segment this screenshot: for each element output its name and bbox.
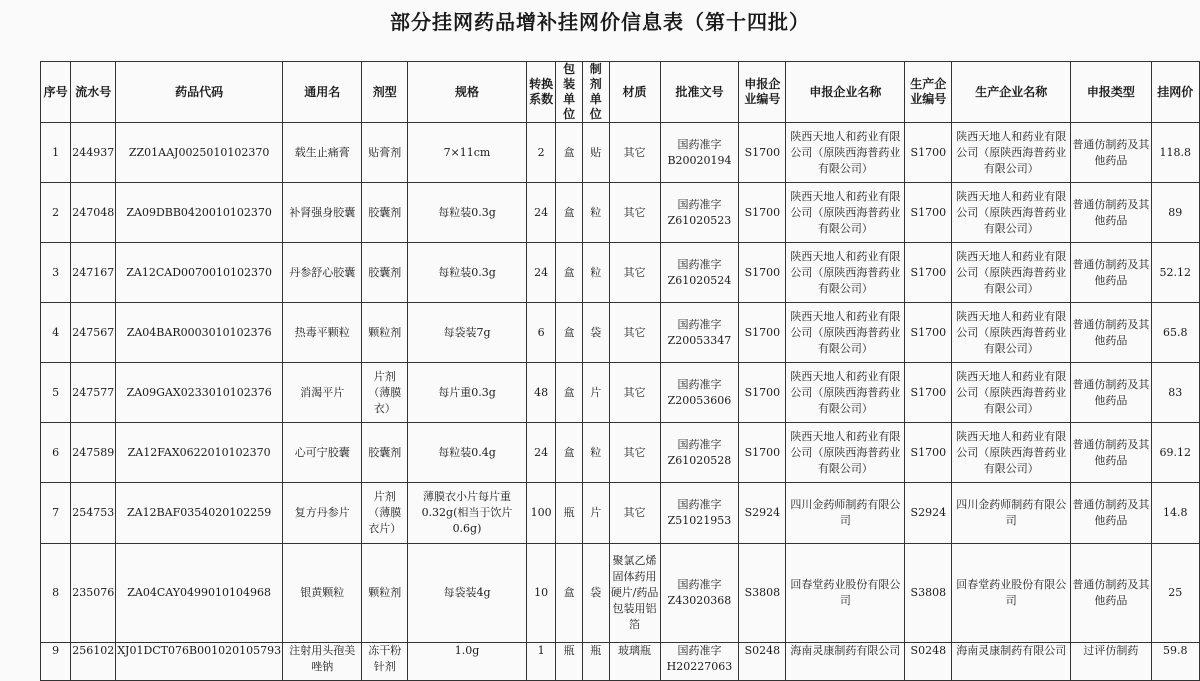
table-row bbox=[41, 303, 1200, 363]
drug-code: ZA04CAY0499010104968 bbox=[116, 544, 283, 643]
preparation-unit: 袋 bbox=[582, 544, 609, 643]
applicant-code: S2924 bbox=[739, 483, 786, 544]
listed-price: 118.8 bbox=[1151, 123, 1199, 183]
application-type: 普通仿制药及其他药品 bbox=[1071, 303, 1151, 363]
column-header: 包装单位 bbox=[556, 62, 583, 123]
material: 玻璃瓶 bbox=[609, 643, 660, 681]
approval-number: 国药准字H20227063 bbox=[660, 643, 739, 681]
specification: 每粒装0.3g bbox=[408, 243, 527, 303]
specification: 每粒装0.4g bbox=[408, 423, 527, 483]
generic-name: 复方丹参片 bbox=[283, 483, 362, 544]
approval-number: 国药准字Z20053347 bbox=[660, 303, 739, 363]
serial-number: 254753 bbox=[71, 483, 116, 544]
approval-number: 国药准字Z61020524 bbox=[660, 243, 739, 303]
table-row bbox=[41, 483, 1200, 544]
specification: 薄膜衣小片每片重0.32g(相当于饮片0.6g) bbox=[408, 483, 527, 544]
approval-number: 国药准字Z20053606 bbox=[660, 363, 739, 423]
package-unit: 盒 bbox=[556, 363, 583, 423]
column-header: 通用名 bbox=[283, 62, 362, 123]
application-type: 普通仿制药及其他药品 bbox=[1071, 183, 1151, 243]
applicant-code: S1700 bbox=[739, 423, 786, 483]
drug-code: ZA12BAF0354020102259 bbox=[116, 483, 283, 544]
generic-name: 热毒平颗粒 bbox=[283, 303, 362, 363]
approval-number: 国药准字B20020194 bbox=[660, 123, 739, 183]
column-header: 生产企业编号 bbox=[905, 62, 952, 123]
package-unit: 盒 bbox=[556, 423, 583, 483]
conversion-factor: 100 bbox=[526, 483, 555, 544]
application-type: 普通仿制药及其他药品 bbox=[1071, 544, 1151, 643]
specification: 每袋装4g bbox=[408, 544, 527, 643]
preparation-unit: 袋 bbox=[582, 303, 609, 363]
package-unit: 盒 bbox=[556, 243, 583, 303]
serial-number: 247167 bbox=[71, 243, 116, 303]
row-number: 7 bbox=[41, 483, 71, 544]
manufacturer-code: S1700 bbox=[905, 303, 952, 363]
manufacturer-code: S1700 bbox=[905, 183, 952, 243]
table-row bbox=[41, 243, 1200, 303]
drug-code: XJ01DCT076B001020105793 bbox=[116, 643, 283, 681]
conversion-factor: 10 bbox=[526, 544, 555, 643]
manufacturer-name: 海南灵康制药有限公司 bbox=[952, 643, 1071, 681]
specification: 7×11cm bbox=[408, 123, 527, 183]
material: 其它 bbox=[609, 423, 660, 483]
package-unit: 盒 bbox=[556, 544, 583, 643]
dosage-form: 片剂（薄膜衣片） bbox=[362, 483, 408, 544]
applicant-name: 陕西天地人和药业有限公司（原陕西海普药业有限公司） bbox=[786, 363, 905, 423]
column-header: 序号 bbox=[41, 62, 71, 123]
conversion-factor: 48 bbox=[526, 363, 555, 423]
page-title: 部分挂网药品增补挂网价信息表（第十四批） bbox=[390, 10, 810, 34]
conversion-factor: 24 bbox=[526, 183, 555, 243]
column-header: 剂型 bbox=[362, 62, 408, 123]
dosage-form: 贴膏剂 bbox=[362, 123, 408, 183]
generic-name: 载生止痛膏 bbox=[283, 123, 362, 183]
table-row bbox=[41, 363, 1200, 423]
manufacturer-code: S3808 bbox=[905, 544, 952, 643]
row-number: 6 bbox=[41, 423, 71, 483]
dosage-form: 胶囊剂 bbox=[362, 243, 408, 303]
preparation-unit: 贴 bbox=[582, 123, 609, 183]
manufacturer-code: S1700 bbox=[905, 423, 952, 483]
specification: 1.0g bbox=[408, 643, 527, 681]
application-type: 普通仿制药及其他药品 bbox=[1071, 123, 1151, 183]
row-number: 2 bbox=[41, 183, 71, 243]
applicant-name: 陕西天地人和药业有限公司（原陕西海普药业有限公司） bbox=[786, 303, 905, 363]
dosage-form: 胶囊剂 bbox=[362, 423, 408, 483]
application-type: 普通仿制药及其他药品 bbox=[1071, 483, 1151, 544]
specification: 每片重0.3g bbox=[408, 363, 527, 423]
column-header: 转换系数 bbox=[526, 62, 555, 123]
listed-price: 89 bbox=[1151, 183, 1199, 243]
listed-price: 25 bbox=[1151, 544, 1199, 643]
preparation-unit: 片 bbox=[582, 363, 609, 423]
column-header: 生产企业名称 bbox=[952, 62, 1071, 123]
conversion-factor: 1 bbox=[526, 643, 555, 681]
serial-number: 247577 bbox=[71, 363, 116, 423]
applicant-name: 回春堂药业股份有限公司 bbox=[786, 544, 905, 643]
column-header: 流水号 bbox=[71, 62, 116, 123]
generic-name: 丹参舒心胶囊 bbox=[283, 243, 362, 303]
preparation-unit: 粒 bbox=[582, 243, 609, 303]
preparation-unit: 片 bbox=[582, 483, 609, 544]
row-number: 8 bbox=[41, 544, 71, 643]
conversion-factor: 2 bbox=[526, 123, 555, 183]
row-number: 9 bbox=[41, 643, 71, 681]
serial-number: 247589 bbox=[71, 423, 116, 483]
manufacturer-name: 陕西天地人和药业有限公司（原陕西海普药业有限公司） bbox=[952, 363, 1071, 423]
material: 其它 bbox=[609, 483, 660, 544]
listed-price: 65.8 bbox=[1151, 303, 1199, 363]
preparation-unit: 粒 bbox=[582, 183, 609, 243]
table-row bbox=[41, 643, 1200, 681]
application-type: 普通仿制药及其他药品 bbox=[1071, 363, 1151, 423]
material: 聚氯乙烯固体药用硬片/药品包装用铝箔 bbox=[609, 544, 660, 643]
listed-price: 52.12 bbox=[1151, 243, 1199, 303]
listed-price: 59.8 bbox=[1151, 643, 1199, 681]
approval-number: 国药准字Z43020368 bbox=[660, 544, 739, 643]
row-number: 1 bbox=[41, 123, 71, 183]
table-row bbox=[41, 423, 1200, 483]
dosage-form: 冻干粉针剂 bbox=[362, 643, 408, 681]
drug-code: ZA04BAR0003010102376 bbox=[116, 303, 283, 363]
generic-name: 注射用头孢美唑钠 bbox=[283, 643, 362, 681]
generic-name: 心可宁胶囊 bbox=[283, 423, 362, 483]
serial-number: 244937 bbox=[71, 123, 116, 183]
dosage-form: 颗粒剂 bbox=[362, 544, 408, 643]
dosage-form: 胶囊剂 bbox=[362, 183, 408, 243]
serial-number: 235076 bbox=[71, 544, 116, 643]
column-header: 制剂单位 bbox=[582, 62, 609, 123]
package-unit: 盒 bbox=[556, 183, 583, 243]
manufacturer-name: 四川金药师制药有限公司 bbox=[952, 483, 1071, 544]
applicant-code: S1700 bbox=[739, 363, 786, 423]
generic-name: 补肾强身胶囊 bbox=[283, 183, 362, 243]
applicant-code: S1700 bbox=[739, 243, 786, 303]
approval-number: 国药准字Z61020523 bbox=[660, 183, 739, 243]
manufacturer-code: S0248 bbox=[905, 643, 952, 681]
drug-code: ZA09DBB0420010102370 bbox=[116, 183, 283, 243]
column-header: 申报企业名称 bbox=[786, 62, 905, 123]
manufacturer-name: 陕西天地人和药业有限公司（原陕西海普药业有限公司） bbox=[952, 243, 1071, 303]
manufacturer-name: 陕西天地人和药业有限公司（原陕西海普药业有限公司） bbox=[952, 423, 1071, 483]
applicant-name: 陕西天地人和药业有限公司（原陕西海普药业有限公司） bbox=[786, 243, 905, 303]
row-number: 3 bbox=[41, 243, 71, 303]
applicant-name: 陕西天地人和药业有限公司（原陕西海普药业有限公司） bbox=[786, 183, 905, 243]
drug-code: ZZ01AAJ0025010102370 bbox=[116, 123, 283, 183]
package-unit: 盒 bbox=[556, 303, 583, 363]
listed-price: 14.8 bbox=[1151, 483, 1199, 544]
dosage-form: 片剂（薄膜衣） bbox=[362, 363, 408, 423]
application-type: 普通仿制药及其他药品 bbox=[1071, 423, 1151, 483]
serial-number: 256102 bbox=[71, 643, 116, 681]
applicant-name: 四川金药师制药有限公司 bbox=[786, 483, 905, 544]
manufacturer-code: S2924 bbox=[905, 483, 952, 544]
package-unit: 盒 bbox=[556, 123, 583, 183]
drug-code: ZA09GAX0233010102376 bbox=[116, 363, 283, 423]
column-header: 申报类型 bbox=[1071, 62, 1151, 123]
conversion-factor: 24 bbox=[526, 423, 555, 483]
manufacturer-code: S1700 bbox=[905, 123, 952, 183]
manufacturer-name: 陕西天地人和药业有限公司（原陕西海普药业有限公司） bbox=[952, 183, 1071, 243]
preparation-unit: 粒 bbox=[582, 423, 609, 483]
row-number: 4 bbox=[41, 303, 71, 363]
material: 其它 bbox=[609, 363, 660, 423]
column-header: 药品代码 bbox=[116, 62, 283, 123]
application-type: 普通仿制药及其他药品 bbox=[1071, 243, 1151, 303]
approval-number: 国药准字Z51021953 bbox=[660, 483, 739, 544]
specification: 每袋装7g bbox=[408, 303, 527, 363]
table-row bbox=[41, 544, 1200, 643]
drug-code: ZA12FAX0622010102370 bbox=[116, 423, 283, 483]
approval-number: 国药准字Z61020528 bbox=[660, 423, 739, 483]
applicant-code: S1700 bbox=[739, 183, 786, 243]
applicant-code: S1700 bbox=[739, 303, 786, 363]
manufacturer-name: 陕西天地人和药业有限公司（原陕西海普药业有限公司） bbox=[952, 303, 1071, 363]
column-header: 挂网价 bbox=[1151, 62, 1199, 123]
applicant-code: S0248 bbox=[739, 643, 786, 681]
applicant-code: S1700 bbox=[739, 123, 786, 183]
column-header: 材质 bbox=[609, 62, 660, 123]
header-row bbox=[41, 62, 1200, 123]
conversion-factor: 6 bbox=[526, 303, 555, 363]
applicant-name: 陕西天地人和药业有限公司（原陕西海普药业有限公司） bbox=[786, 123, 905, 183]
serial-number: 247567 bbox=[71, 303, 116, 363]
drug-code: ZA12CAD0070010102370 bbox=[116, 243, 283, 303]
manufacturer-code: S1700 bbox=[905, 243, 952, 303]
manufacturer-name: 陕西天地人和药业有限公司（原陕西海普药业有限公司） bbox=[952, 123, 1071, 183]
column-header: 规格 bbox=[408, 62, 527, 123]
conversion-factor: 24 bbox=[526, 243, 555, 303]
manufacturer-name: 回春堂药业股份有限公司 bbox=[952, 544, 1071, 643]
applicant-name: 陕西天地人和药业有限公司（原陕西海普药业有限公司） bbox=[786, 423, 905, 483]
package-unit: 瓶 bbox=[556, 483, 583, 544]
material: 其它 bbox=[609, 243, 660, 303]
table-row bbox=[41, 123, 1200, 183]
dosage-form: 颗粒剂 bbox=[362, 303, 408, 363]
specification: 每粒装0.3g bbox=[408, 183, 527, 243]
material: 其它 bbox=[609, 183, 660, 243]
table-row bbox=[41, 183, 1200, 243]
material: 其它 bbox=[609, 123, 660, 183]
applicant-code: S3808 bbox=[739, 544, 786, 643]
generic-name: 银黄颗粒 bbox=[283, 544, 362, 643]
applicant-name: 海南灵康制药有限公司 bbox=[786, 643, 905, 681]
application-type: 过评仿制药 bbox=[1071, 643, 1151, 681]
package-unit: 瓶 bbox=[556, 643, 583, 681]
listed-price: 69.12 bbox=[1151, 423, 1199, 483]
listed-price: 83 bbox=[1151, 363, 1199, 423]
generic-name: 消渴平片 bbox=[283, 363, 362, 423]
column-header: 申报企业编号 bbox=[739, 62, 786, 123]
manufacturer-code: S1700 bbox=[905, 363, 952, 423]
drug-price-table bbox=[40, 61, 1200, 681]
serial-number: 247048 bbox=[71, 183, 116, 243]
row-number: 5 bbox=[41, 363, 71, 423]
column-header: 批准文号 bbox=[660, 62, 739, 123]
preparation-unit: 瓶 bbox=[582, 643, 609, 681]
material: 其它 bbox=[609, 303, 660, 363]
